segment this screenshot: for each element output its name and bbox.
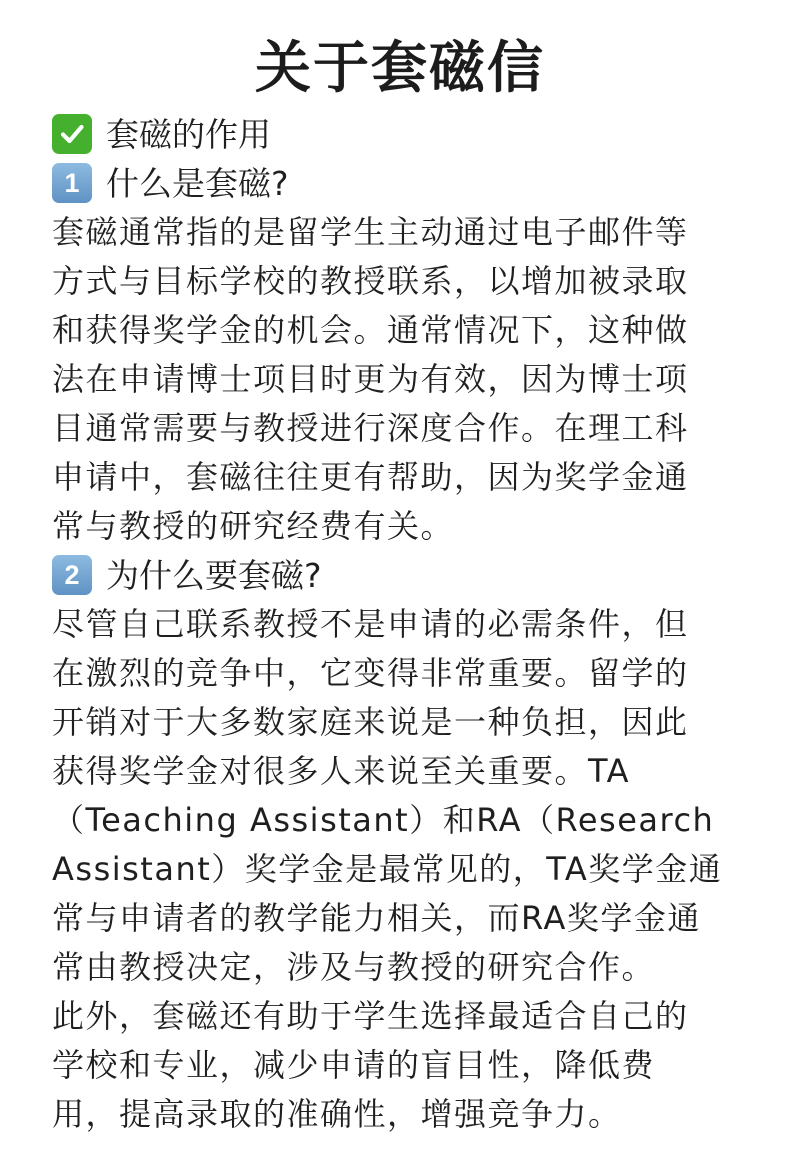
answer-line: 法在申请博士项目时更为有效，因为博士项 — [52, 359, 689, 398]
answer-line: 此外，套磁还有助于学生选择最适合自己的 — [52, 996, 689, 1035]
section-header — [52, 110, 748, 159]
keycap-two-icon: 2 — [52, 555, 92, 595]
page-title: 关于套磁信 — [255, 36, 545, 101]
question-2-text: 为什么要套磁? — [106, 555, 322, 595]
section-header-text: 套磁的作用 — [106, 114, 271, 154]
keycap-one-icon: 1 — [52, 163, 92, 203]
question-2-answer — [52, 600, 748, 1139]
question-1-text: 什么是套磁? — [106, 163, 289, 203]
question-1-answer — [52, 208, 748, 551]
answer-line: 在激烈的竞争中，它变得非常重要。留学的 — [52, 653, 689, 692]
question-1-heading — [52, 159, 748, 208]
answer-line: 申请中，套磁往往更有帮助，因为奖学金通 — [52, 457, 689, 496]
answer-line: 目通常需要与教授进行深度合作。在理工科 — [52, 408, 689, 447]
answer-line: 和获得奖学金的机会。通常情况下，这种做 — [52, 310, 689, 349]
answer-line: 套磁通常指的是留学生主动通过电子邮件等 — [52, 212, 689, 251]
check-mark-button-icon — [52, 114, 92, 154]
answer-line: 开销对于大多数家庭来说是一种负担，因此 — [52, 702, 689, 741]
answer-line: 用，提高录取的准确性，增强竞争力。 — [52, 1094, 622, 1133]
answer-line: Assistant）奖学金是最常见的，TA奖学金通 — [52, 849, 723, 888]
question-2-heading — [52, 551, 748, 600]
answer-line: 获得奖学金对很多人来说至关重要。TA — [52, 751, 630, 790]
answer-line: 常由教授决定，涉及与教授的研究合作。 — [52, 947, 656, 986]
answer-line: 尽管自己联系教授不是申请的必需条件，但 — [52, 604, 689, 643]
answer-line: （Teaching Assistant）和RA（Research — [52, 800, 715, 839]
answer-line: 方式与目标学校的教授联系，以增加被录取 — [52, 261, 689, 300]
answer-line: 学校和专业，减少申请的盲目性，降低费 — [52, 1045, 656, 1084]
answer-line: 常与申请者的教学能力相关，而RA奖学金通 — [52, 898, 701, 937]
answer-line: 常与教授的研究经费有关。 — [52, 506, 455, 545]
